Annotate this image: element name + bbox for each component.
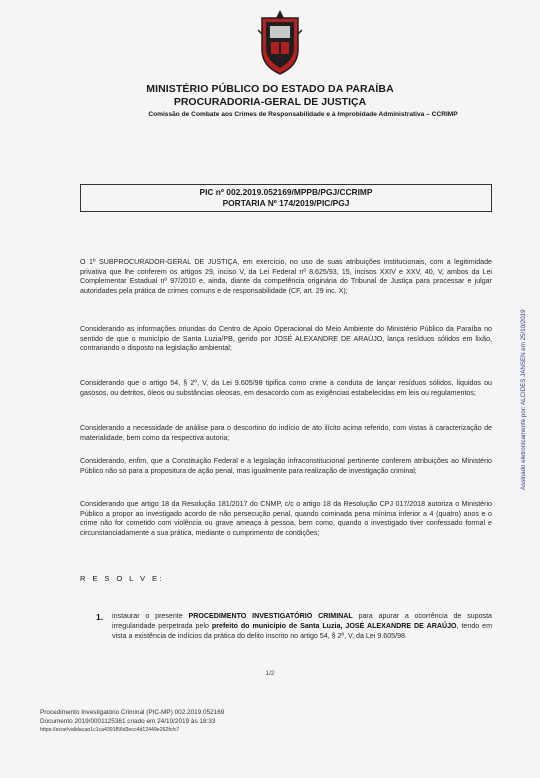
paragraph-preamble: O 1º SUBPROCURADOR-GERAL DE JUSTIÇA, em exercício, no uso de suas atribuições institucionais, com a legitimidade privativa que lhe conferem os artigos 29, inciso V, da Lei Federal nº 8.625/93, 15, incisos XXIV e XXV, 40, V, ambos da Lei Complementar Estadual nº 97/2010 e, ainda, diante da competência originária do Tribunal de Justiça para processar e julgar autoridades pela prática de crimes comuns e de responsabilidade (CF, art. 29 inc. X); bbox=[80, 258, 492, 295]
item-text-d: prefeito do município de Santa Luzia, JOSÉ ALEXANDRE DE ARAÚJO bbox=[211, 622, 457, 631]
item-text bbox=[112, 611, 492, 642]
item-text-b: PROCEDIMENTO INVESTIGATÓRIO CRIMINAL bbox=[188, 612, 353, 620]
commission-title: Comissão de Combate aos Crimes de Responsabilidade e à Improbidade Administrativa – CCRIMP bbox=[148, 111, 458, 118]
footer-validation-link[interactable]: https://ecoe!validacao1c1ca4391f56d3ecc4d12449e262fcfc7 bbox=[40, 727, 180, 733]
paragraph-considering-5: Considerando que artigo 18 da Resolução 181/2017 do CNMP, c/c o artigo 18 da Resolução CPJ 017/2018 autoriza o Ministério Público a propor ao investigado acordo de não persecução penal, quando cominada pena mínima inferior a 4 (quatro) anos e o crime não for cometido com violência ou grave ameaça à pessoa, bem como, quando o investigado tiver confessado formal e circunstanciadamente a sua prática, mediante o cumprimento de condições; bbox=[80, 500, 492, 537]
paragraph-considering-2: Considerando que o artigo 54, § 2º, V, da Lei 9.605/98 tipifica como crime a conduta de lançar resíduos sólidos, líquidos ou gasosos, ou detritos, óleos ou substâncias oleosas, em desacordo com as exigências estabelecidas em leis ou regulamentos; bbox=[80, 379, 492, 397]
signature-stamp: Assinado eletronicamente por: ALCIDES JANSEN em 25/10/2019 bbox=[520, 309, 527, 490]
mppb-emblem-icon bbox=[258, 10, 302, 76]
paragraph-considering-4: Considerando, enfim, que a Constituição Federal e a legislação infraconstitucional pertinente conferem atribuições ao Ministério Público não só para a propositura de ação penal, mas igualmente para realização de investigação criminal; bbox=[80, 457, 492, 475]
paragraph-considering-1: Considerando as informações oriundas do Centro de Apoio Operacional do Meio Ambiente do Ministério Público da Paraíba no sentido de que o município de Santa Luzia/PB, gerido por JOSÉ ALEXANDRE DE ARAÚJO, lança resíduos sólidos em lixão, contrariando o disposto na legislação ambiental; bbox=[80, 325, 492, 353]
org-title: MINISTÉRIO PÚBLICO DO ESTADO DA PARAÍBA bbox=[146, 83, 394, 95]
page-number: 1/2 bbox=[265, 670, 275, 677]
dept-title: PROCURADORIA-GERAL DE JUSTIÇA bbox=[173, 96, 367, 108]
footer-line-1: Procedimento Investigatório Criminal (PIC-MP) 002.2019.052169 bbox=[40, 709, 225, 716]
pic-number: PIC nº 002.2019.052169/MPPB/PGJ/CCRIMP bbox=[199, 187, 373, 197]
footer-line-2: Documento 2019/0001125361 criado em 24/10/2019 às 18:33 bbox=[40, 718, 216, 725]
portaria-number: PORTARIA Nº 174/2019/PIC/PGJ bbox=[222, 198, 350, 208]
resolve-heading: R E S O L V E: bbox=[80, 574, 164, 583]
item-text-e: , tendo em vista a existência de indícios da prática do delito inscrito no artigo 54, § 2º, V, da Lei 9.605/98. bbox=[112, 622, 492, 641]
item-text-a: instaurar o presente bbox=[112, 612, 189, 620]
paragraph-considering-3: Considerando a necessidade de análise para o descortino do indício de ato ilícito acima referido, com vistas à caracterização de materialidade, bem como da respectiva autoria; bbox=[80, 424, 492, 442]
document-id-box bbox=[80, 184, 492, 212]
item-text-c: para apurar a ocorrência de suposta irregularidade perpetrada pelo bbox=[112, 612, 492, 631]
item-number: 1. bbox=[96, 612, 104, 622]
